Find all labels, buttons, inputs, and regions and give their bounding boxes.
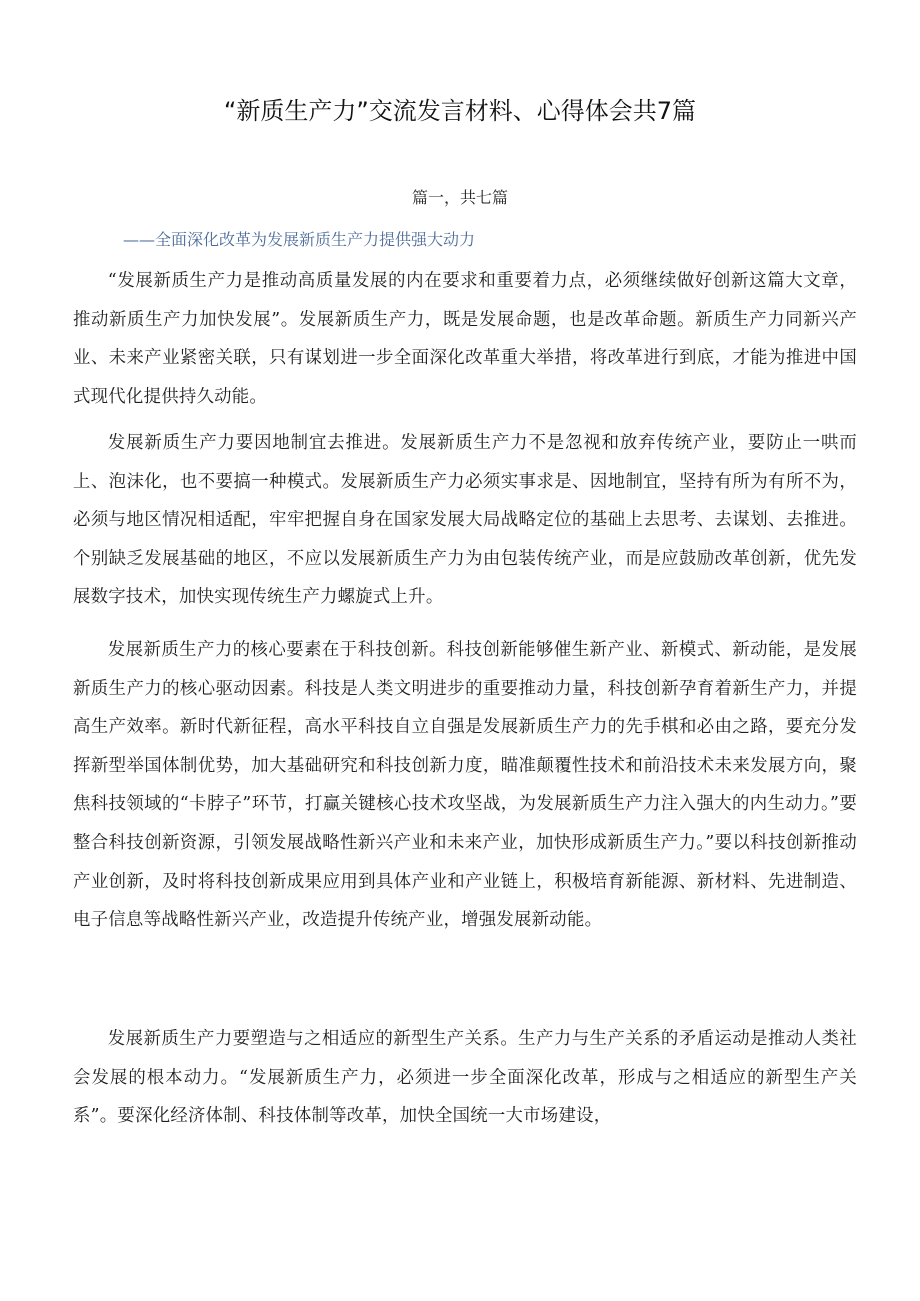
article-subtitle: ——全面深化改革为发展新质生产力提供强大动力 bbox=[123, 230, 476, 249]
document-title: “新质生产力”交流发言材料、心得体会共7篇 bbox=[223, 97, 697, 125]
body-paragraph: 发展新质生产力要塑造与之相适应的新型生产关系。生产力与生产关系的矛盾运动是推动人类社会发展的根本动力。“发展新质生产力，必须进一步全面深化改革，形成与之相适应的新型生产关系”。要深化经济体制、科技体制等改革，加快全国统一大市场建设， bbox=[73, 1029, 857, 1127]
section-heading: 篇一，共七篇 bbox=[411, 188, 508, 207]
body-paragraph: 发展新质生产力的核心要素在于科技创新。科技创新能够催生新产业、新模式、新动能，是发展新质生产力的核心驱动因素。科技是人类文明进步的重要推动力量，科技创新孕育着新生产力，并提高生产效率。新时代新征程，高水平科技自立自强是发展新质生产力的先手棋和必由之路，要充分发挥新型举国体制优势，加大基础研究和科技创新力度，瞄准颠覆性技术和前沿技术未来发展方向，聚焦科技领域的“卡脖子”环节，打赢关键核心技术攻坚战，为发展新质生产力注入强大的内生动力。”要整合科技创新资源，引领发展战略性新兴产业和未来产业，加快形成新质生产力。”要以科技创新推动产业创新，及时将科技创新成果应用到具体产业和产业链上，积极培育新能源、新材料、先进制造、电子信息等战略性新兴产业，改造提升传统产业，增强发展新动能。 bbox=[73, 640, 857, 931]
body-paragraph: “发展新质生产力是推动高质量发展的内在要求和重要着力点，必须继续做好创新这篇大文章，推动新质生产力加快发展”。发展新质生产力，既是发展命题，也是改革命题。新质生产力同新兴产业、未来产业紧密关联，只有谋划进一步全面深化改革重大举措，将改革进行到底，才能为推进中国式现代化提供持久动能。 bbox=[73, 271, 857, 407]
body-paragraph: 发展新质生产力要因地制宜去推进。发展新质生产力不是忽视和放弃传统产业，要防止一哄而上、泡沫化，也不要搞一种模式。发展新质生产力必须实事求是、因地制宜，坚持有所为有所不为，必须与地区情况相适配，牢牢把握自身在国家发展大局战略定位的基础上去思考、去谋划、去推进。个别缺乏发展基础的地区，不应以发展新质生产力为由包装传统产业，而是应鼓励改革创新，优先发展数字技术，加快实现传统生产力螺旋式上升。 bbox=[73, 433, 857, 608]
